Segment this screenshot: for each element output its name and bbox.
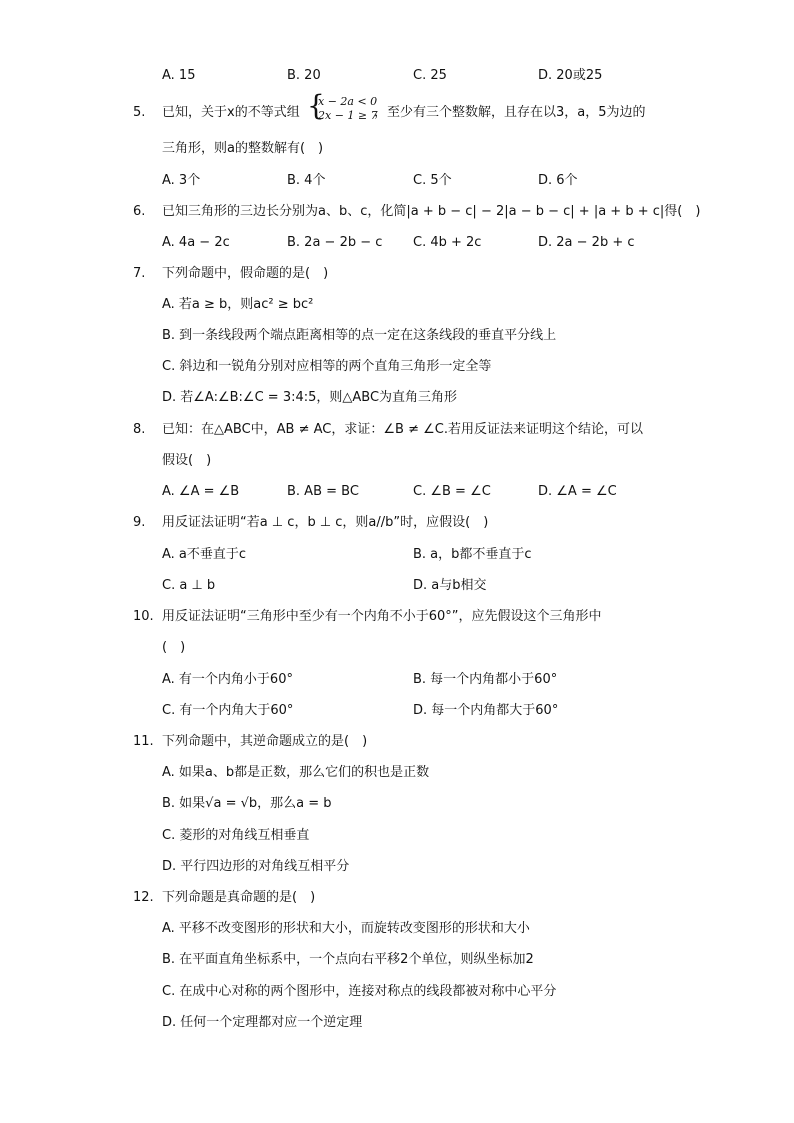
q9-text: 用反证法证明“若a ⊥ c，b ⊥ c，则a//b”时，应假设( ) bbox=[162, 515, 489, 530]
q10-option-b: B. 每一个内角都小于60° bbox=[413, 672, 558, 687]
q5-text-after: ，至少有三个整数解，且存在以3，a，5为边的 bbox=[374, 105, 646, 120]
q10-number: 10. bbox=[133, 609, 154, 624]
q6-option-c: C. 4b + 2c bbox=[413, 235, 482, 250]
q7-option-c: C. 斜边和一锐角分别对应相等的两个直角三角形一定全等 bbox=[162, 359, 492, 374]
q10-text-line2: ( ) bbox=[162, 640, 186, 655]
q12-option-d: D. 任何一个定理都对应一个逆定理 bbox=[162, 1015, 363, 1030]
q7-option-d: D. 若∠A:∠B:∠C = 3:4:5，则△ABC为直角三角形 bbox=[162, 390, 458, 405]
q8-option-c: C. ∠B = ∠C bbox=[413, 484, 491, 499]
q5-text-line2: 三角形，则a的整数解有( ) bbox=[162, 141, 324, 156]
q11-option-b: B. 如果√a = √b，那么a = b bbox=[162, 796, 332, 811]
q9-option-b: B. a，b都不垂直于c bbox=[413, 547, 532, 562]
q9-option-c: C. a ⊥ b bbox=[162, 578, 216, 593]
q5-option-a: A. 3个 bbox=[162, 173, 201, 188]
q4-option-b: B. 20 bbox=[287, 68, 321, 83]
q11-option-a: A. 如果a、b都是正数，那么它们的积也是正数 bbox=[162, 765, 430, 780]
q5-option-c: C. 5个 bbox=[413, 173, 452, 188]
q6-option-d: D. 2a − 2b + c bbox=[538, 235, 635, 250]
q10-option-c: C. 有一个内角大于60° bbox=[162, 703, 294, 718]
q8-number: 8. bbox=[133, 422, 146, 437]
q12-number: 12. bbox=[133, 890, 154, 905]
q9-option-a: A. a不垂直于c bbox=[162, 547, 247, 562]
q12-option-b: B. 在平面直角坐标系中，一个点向右平移2个单位，则纵坐标加2 bbox=[162, 952, 534, 967]
q6-text: 已知三角形的三边长分别为a、b、c，化简|a + b − c| − 2|a − b − c| + |a + b + c|得( ) bbox=[162, 204, 701, 219]
q7-number: 7. bbox=[133, 266, 146, 281]
q8-text: 已知：在△ABC中，AB ≠ AC，求证：∠B ≠ ∠C.若用反证法来证明这个结论，可以 bbox=[162, 422, 643, 437]
q5-option-d: D. 6个 bbox=[538, 173, 578, 188]
q12-option-a: A. 平移不改变图形的形状和大小，而旋转改变图形的形状和大小 bbox=[162, 921, 530, 936]
q5-system-line1: x − 2a < 0 bbox=[318, 95, 378, 108]
q7-option-a: A. 若a ≥ b，则ac² ≥ bc² bbox=[162, 297, 314, 312]
q5-option-b: B. 4个 bbox=[287, 173, 326, 188]
q8-option-d: D. ∠A = ∠C bbox=[538, 484, 617, 499]
q7-option-b: B. 到一条线段两个端点距离相等的点一定在这条线段的垂直平分线上 bbox=[162, 328, 557, 343]
q5-number: 5. bbox=[133, 105, 146, 120]
q8-option-b: B. AB = BC bbox=[287, 484, 359, 499]
q11-number: 11. bbox=[133, 734, 154, 749]
q12-text: 下列命题是真命题的是( ) bbox=[162, 890, 316, 905]
q5-system-brace: { bbox=[307, 89, 325, 122]
q8-option-a: A. ∠A = ∠B bbox=[162, 484, 240, 499]
q11-option-c: C. 菱形的对角线互相垂直 bbox=[162, 828, 310, 843]
q8-text-line2: 假设( ) bbox=[162, 453, 212, 468]
q6-option-b: B. 2a − 2b − c bbox=[287, 235, 383, 250]
q6-number: 6. bbox=[133, 204, 146, 219]
q7-text: 下列命题中，假命题的是( ) bbox=[162, 266, 329, 281]
q4-option-d: D. 20或25 bbox=[538, 68, 603, 83]
q11-option-d: D. 平行四边形的对角线互相平分 bbox=[162, 859, 350, 874]
q10-option-d: D. 每一个内角都大于60° bbox=[413, 703, 559, 718]
q10-text: 用反证法证明“三角形中至少有一个内角不小于60°”，应先假设这个三角形中 bbox=[162, 609, 602, 624]
q4-option-c: C. 25 bbox=[413, 68, 447, 83]
q10-option-a: A. 有一个内角小于60° bbox=[162, 672, 293, 687]
q5-text-before: 已知，关于x的不等式组 bbox=[162, 105, 300, 120]
q11-text: 下列命题中，其逆命题成立的是( ) bbox=[162, 734, 368, 749]
q12-option-c: C. 在成中心对称的两个图形中，连接对称点的线段都被对称中心平分 bbox=[162, 984, 557, 999]
q9-option-d: D. a与b相交 bbox=[413, 578, 487, 593]
q4-option-a: A. 15 bbox=[162, 68, 196, 83]
q6-option-a: A. 4a − 2c bbox=[162, 235, 230, 250]
q9-number: 9. bbox=[133, 515, 146, 530]
q5-system-line2: 2x − 1 ≥ 7 bbox=[318, 109, 378, 122]
